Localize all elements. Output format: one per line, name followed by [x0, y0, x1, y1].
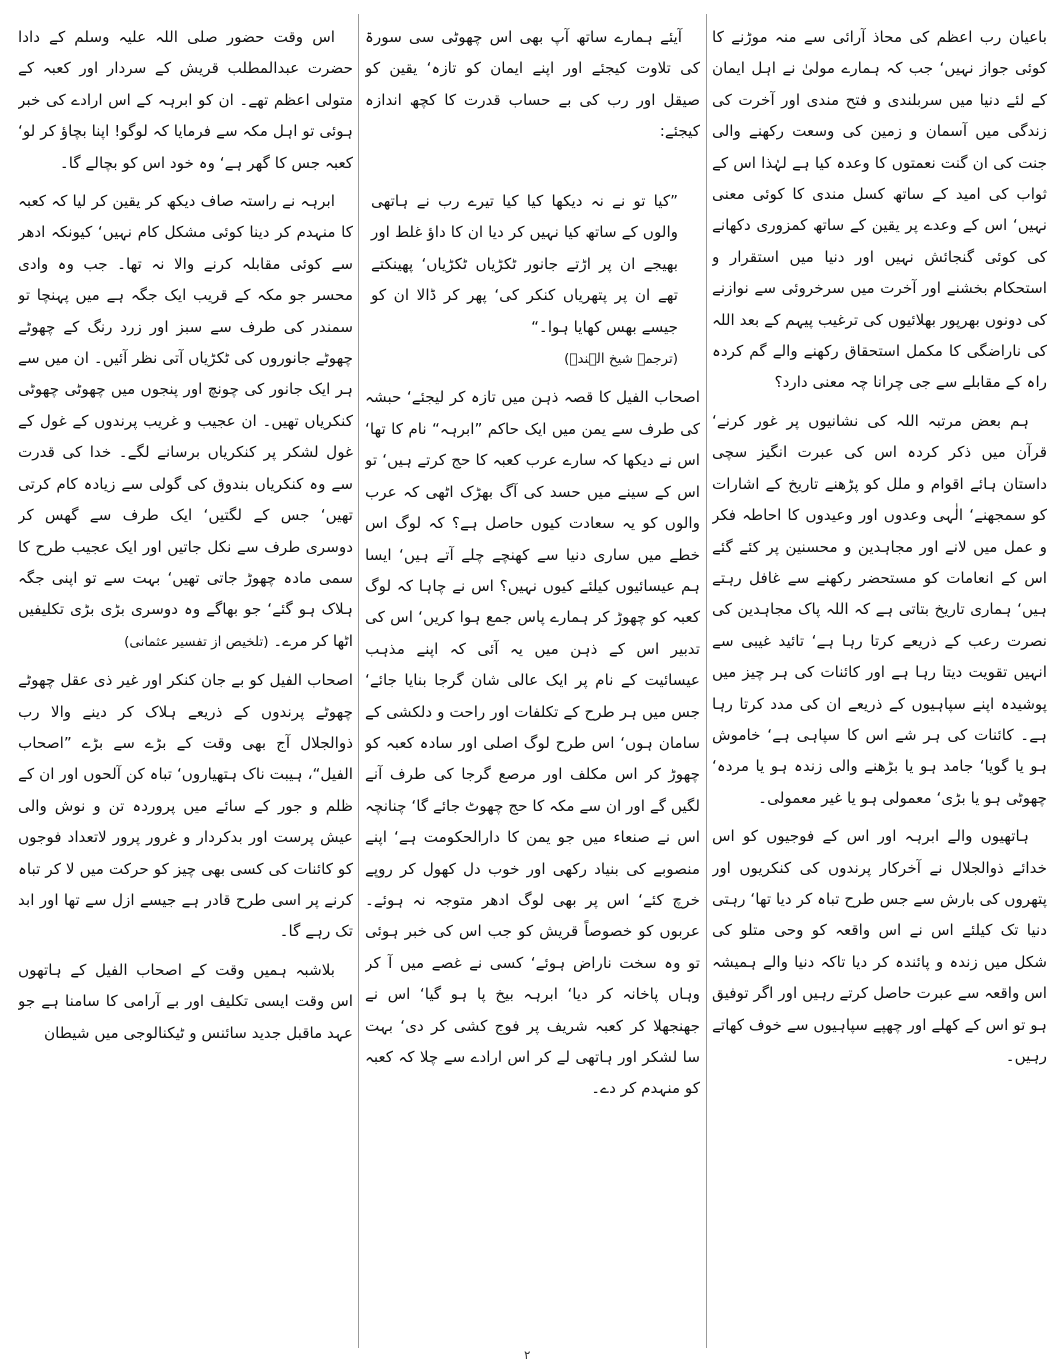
quranic-translation	[365, 155, 700, 376]
paragraph: ہم بعض مرتبہ اللہ کی نشانیوں پر غور کرنے‘ قرآن میں ذکر کردہ اس کی عبرت انگیز سچی داستان ہائے اقوام و ملل کو پڑھنے تاریخ کے اشارات کو سمجھنے‘ الٰہی وعدوں اور وعیدوں کا احاطہ فکر و عمل میں لانے اور مجاہدین و محسنین پر کئے گئے اس کے انعامات کو مستحضر رکھنے سے غافل رہتے ہیں‘ ہماری تاریخ بتاتی ہے کہ اللہ پاک مجاہدین کی نصرت رعب کے ذریعے کرتا رہا ہے‘ تائید غیبی سے انہیں تقویت دیتا رہا ہے اور کائنات کی ہر چیز میں پوشیدہ اپنے سپاہیوں کے ذریعے ان کی مدد کرتا رہا ہے۔ کائنات کی ہر شے اس کا سپاہی ہے‘ خاموش ہو یا گویا‘ جامد ہو یا بڑھنے والی زندہ ہو یا مردہ‘ چھوٹی ہو یا بڑی‘ معمولی ہو یا غیر معمولی۔	[712, 411, 1047, 807]
translation-citation: (ترجمہ شیخ الہندؒ)	[564, 351, 678, 368]
paragraph: ہاتھیوں والے ابرہہ اور اس کے فوجیوں کو اس خدائے ذوالجلال نے آخرکار پرندوں کی کنکریوں اور پتھروں کی بارش سے جس طرح تباہ کر دیا تھا‘ رہتی دنیا تک کیلئے اس نے اس واقعہ کو وحی متلو کی شکل میں زندہ و پائندہ کر دیا تاکہ دنیا والے ہمیشہ اس واقعہ سے عبرت حاصل کرتے رہیں اور اگر توفیق ہو تو اس کے کھلے اور چھپے سپاہیوں سے خوف کھاتے رہیں۔	[712, 827, 1047, 1065]
paragraph: باعیان رب اعظم کی محاذ آرائی سے منہ موڑنے کا کوئی جواز نہیں‘ جب کہ ہمارے مولیٰ نے اہل ایمان کے لئے دنیا میں سربلندی و فتح مندی اور آخرت کی زندگی میں آسمان و زمین کی وسعت رکھنے والی جنت کی ان گنت نعمتوں کا وعدہ کیا ہے لہٰذا اس کے ثواب کی امید کے ساتھ کسل مندی کا کوئی معنی نہیں‘ اس کے وعدے پر یقین کے ساتھ کمزوری دکھانے کی کوئی گنجائش نہیں اور دنیا میں استقرار و استحکام بخشنے اور آخرت میں سرخروئی سے نوازنے کی دونوں بھرپور بھلائیوں کی ترغیب پیہم کے بعد اللہ کی ناراضگی کا مکمل استحقاق رکھنے والے گم کردہ راہ کے مقابلے سے جی چرانا چہ معنی دارد؟	[712, 28, 1047, 392]
paragraph-text: ابرہہ نے راستہ صاف دیکھ کر یقین کر لیا کہ کعبہ کا منہدم کر دینا کوئی مشکل کام نہیں‘ کیونکہ ادھر سے کوئی مقابلہ کرنے والا نہ تھا۔ جب وہ وادی محسر جو مکہ کے قریب ایک جگہ ہے میں پہنچا تو سمندر کی طرف سے سبز اور زرد رنگ کے چھوٹے چھوٹے جانوروں کی ٹکڑیاں آتی نظر آئیں۔ ان میں سے ہر ایک جانور کی چونچ اور پنجوں میں چھوٹی چھوٹی کنکریاں تھیں۔ ان عجیب و غریب پرندوں کے غول کے غول لشکر پر کنکریاں برسانے لگے۔ خدا کی قدرت سے وہ کنکریاں بندوق کی گولی سے زیادہ کام کرتی تھیں‘ جس کے لگتیں‘ ایک طرف سے گھس کر دوسری طرف سے نکل جاتیں اور ایک عجیب طرح کا سمی مادہ چھوڑ جاتی تھیں‘ بہت سے تو اپنی جگہ ہلاک ہو گئے‘ جو بھاگے وہ دوسری بڑی بڑی تکلیفیں اٹھا کر مرے۔	[18, 192, 353, 650]
paragraph: اس وقت حضور صلی اللہ علیہ وسلم کے دادا حضرت عبدالمطلب قریش کے سردار اور کعبہ کے متولی اعظم تھے۔ ان کو ابرہہ کے اس ارادے کی خبر ہوئی تو اہل مکہ سے فرمایا کہ لوگو! اپنا بچاؤ کر لو‘ کعبہ جس کا گھر ہے‘ وہ خود اس کو بچالے گا۔	[18, 28, 353, 172]
column-divider	[706, 14, 707, 1348]
column-divider	[358, 14, 359, 1348]
page-number: ۲	[524, 1348, 531, 1362]
paragraph: اصحاب الفیل کا قصہ ذہن میں تازہ کر لیجئے‘ حبشہ کی طرف سے یمن میں ایک حاکم ”ابرہہ“ نام کا تھا‘ اس نے دیکھا کہ سارے عرب کعبہ کا حج کرتے ہیں‘ تو اس کے سینے میں حسد کی آگ بھڑک اٹھی کہ عرب والوں کو یہ سعادت کیوں حاصل ہے؟ کہ لوگ اس خطے میں ساری دنیا سے کھنچے چلے آتے ہیں‘ ایسا ہم عیسائیوں کیلئے کیوں نہیں؟ اس نے چاہا کہ لوگ کعبہ کو چھوڑ کر ہمارے پاس جمع ہوا کریں‘ اس کی تدبیر اس کے ذہن میں یہ آئی کہ اپنے مذہب عیسائیت کے نام پر ایک عالی شان گرجا بنایا جائے‘ جس میں ہر طرح کے تکلفات اور راحت و دلکشی کے سامان ہوں‘ اس طرح لوگ اصلی اور سادہ کعبہ کو چھوڑ کر اس مکلف اور مرصع گرجا کی طرف آنے لگیں گے اور ان سے مکہ کا حج چھوٹ جائے گا‘ چنانچہ اس نے صنعاء میں جو یمن کا دارالحکومت ہے‘ اپنے منصوبے کی بنیاد رکھی اور خوب دل کھول کر روپے خرچ کئے‘ اس پر بھی لوگ ادھر متوجہ نہ ہوئے۔ عربوں کو خصوصاً قریش کو جب اس کی خبر ہوئی تو وہ سخت ناراض ہوئے‘ کسی نے غصے میں آ کر وہاں پاخانہ کر دیا‘ ابرہہ بیخ پا ہو گیا‘ اس نے جھنجھلا کر کعبہ شریف پر فوج کشی کر دی‘ بہت سا لشکر اور ہاتھی لے کر اس ارادے سے چلا کہ کعبہ کو منہدم کر دے۔	[365, 388, 700, 1098]
paragraph	[18, 186, 353, 658]
paragraph: اصحاب الفیل کو بے جان کنکر اور غیر ذی عقل چھوٹے چھوٹے پرندوں کے ذریعے ہلاک کر دینے والا رب ذوالجلال آج بھی وقت کے بڑے سے بڑے ”اصحاب الفیل“، ہیبت ناک ہتھیاروں‘ تباہ کن آلحوں اور ان کے ظلم و جور کے سائے میں پروردہ تن و نوش والی عیش پرست اور بدکردار و غرور پرور لاتعداد فوجوں کو کائنات کی کسی بھی چیز کو حرکت میں لا کر تباہ کرنے پر اسی طرح قادر ہے جیسے ازل سے تھا اور ابد تک رہے گا۔	[18, 671, 353, 941]
citation: (تلخیص از تفسیر عثمانی)	[124, 633, 269, 650]
translation-text: ”کیا تو نے نہ دیکھا کیا کیا تیرے رب نے ہاتھی والوں کے ساتھ کیا نہیں کر دیا ان کا داؤ غلط اور بھیجے ان پر اڑتے جانور ٹکڑیاں ٹکڑیاں‘ پھینکتے تھے ان پر پتھریاں کنکر کی‘ پھر کر ڈالا ان کو جیسے بھس کھایا ہوا۔“	[371, 192, 678, 336]
paragraph: بلاشبہ ہمیں وقت کے اصحاب الفیل کے ہاتھوں اس وقت ایسی تکلیف اور بے آرامی کا سامنا ہے جو عہد ماقبل جدید سائنس و ٹیکنالوجی میں شیطان	[18, 960, 353, 1042]
column-middle	[365, 22, 700, 1342]
column-right	[712, 22, 1047, 1342]
paragraph-intro: آیئے ہمارے ساتھ آپ بھی اس چھوٹی سی سورۃ کی تلاوت کیجئے اور اپنے ایمان کو تازہ‘ یقین کو صیقل اور رب کی بے حساب قدرت کا کچھ اندازہ کیجئے:	[365, 28, 700, 141]
column-left	[18, 22, 353, 1342]
